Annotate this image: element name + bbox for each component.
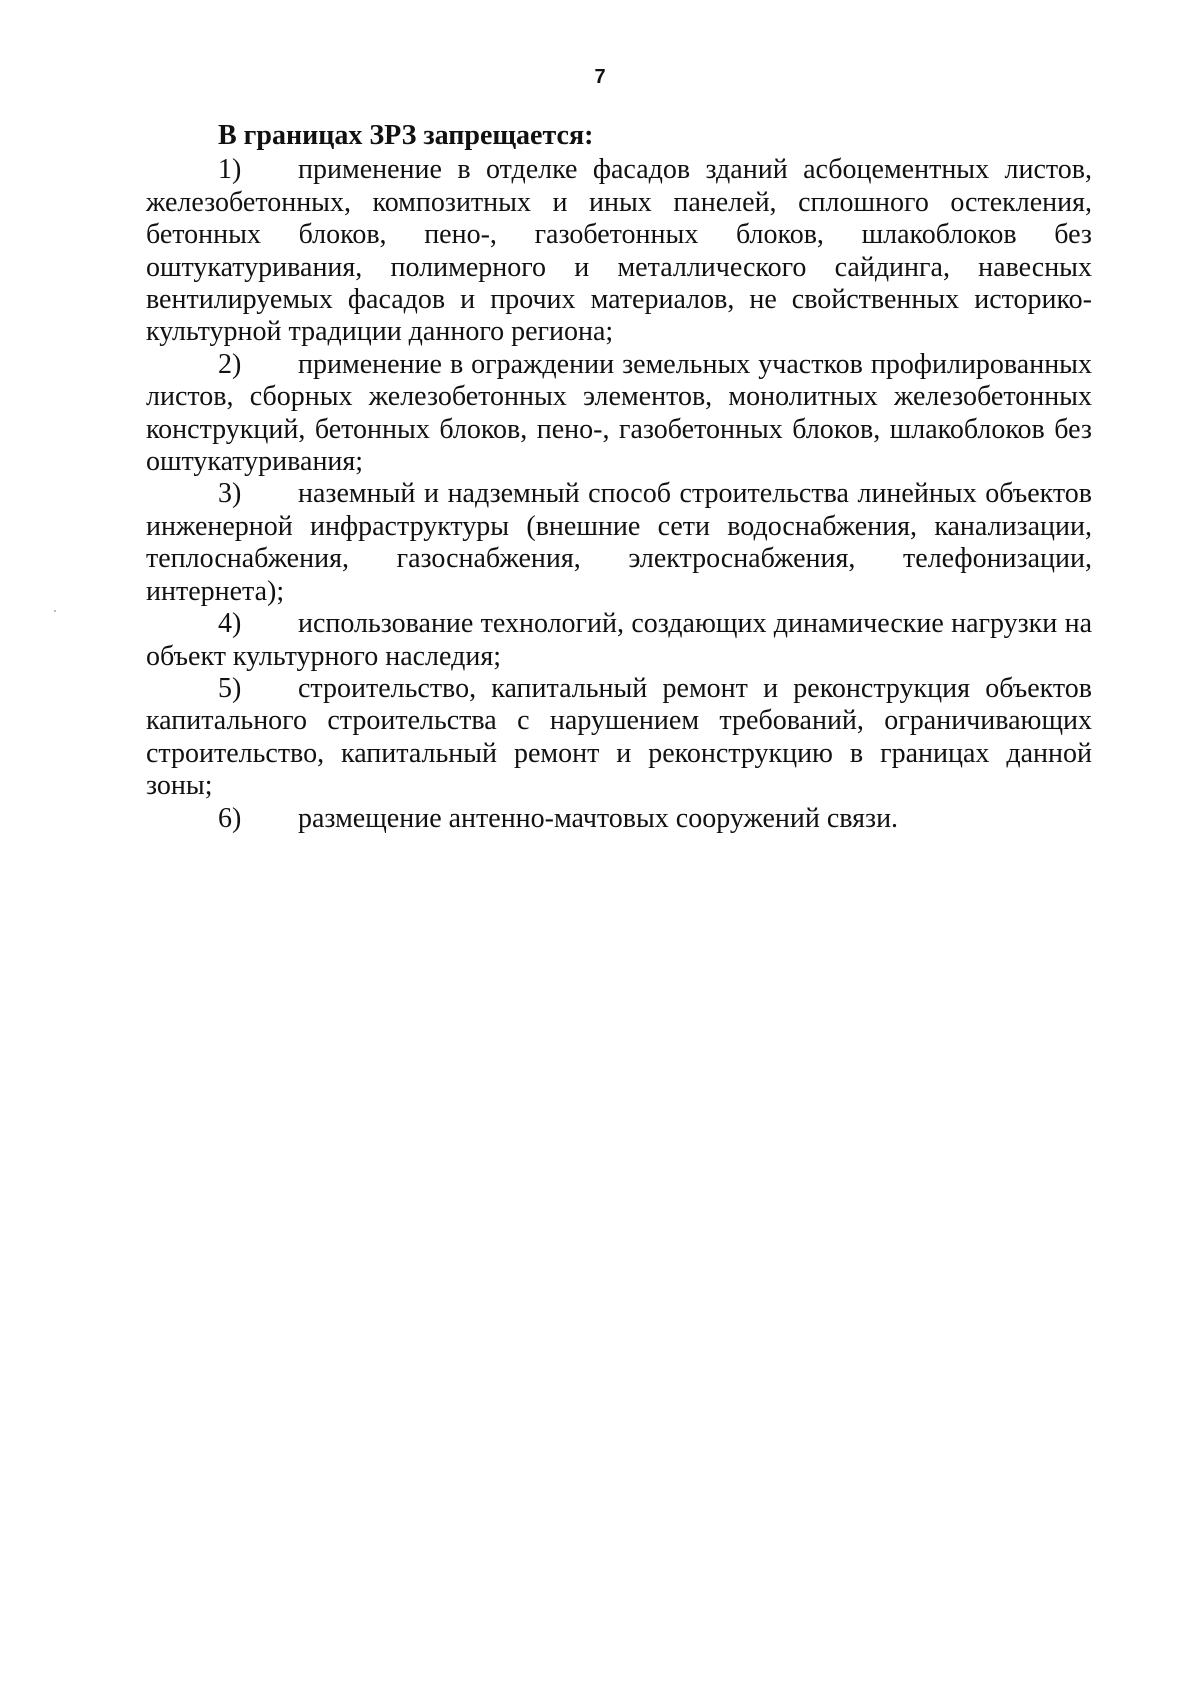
list-item-number: 6) bbox=[218, 802, 242, 834]
list-item-text: наземный и надземный способ строительства линейных объектов инженерной инфраструктуры (внешние сети водоснабжения, канализации, теплоснабжения, газоснабжения, электроснабжения, телефонизации, интернета); bbox=[146, 478, 1092, 607]
prohibitions-section bbox=[146, 120, 1092, 835]
scan-speck bbox=[54, 610, 56, 612]
list-item-number: 3) bbox=[218, 478, 242, 510]
list-item-number: 4) bbox=[218, 608, 242, 640]
page-number: 7 bbox=[594, 66, 606, 88]
list-item-number: 1) bbox=[218, 154, 242, 186]
section-heading: В границах ЗРЗ запрещается: bbox=[218, 120, 594, 151]
list-item bbox=[146, 154, 1092, 348]
list-item bbox=[146, 803, 1092, 835]
list-item bbox=[146, 608, 1092, 673]
list-item bbox=[146, 349, 1092, 479]
list-item bbox=[146, 673, 1092, 803]
list-item bbox=[146, 478, 1092, 608]
list-item-text: строительство, капитальный ремонт и реконструкция объектов капитального строительства с нарушением требований, ограничивающих строительство, капитальный ремонт и реконструкцию в границах данной зоны; bbox=[146, 672, 1092, 802]
list-item-text: размещение антенно-мачтовых сооружений связи. bbox=[298, 802, 899, 834]
list-item-text: использование технологий, создающих динамические нагрузки на объект культурного наследия; bbox=[146, 608, 1092, 672]
list-item-number: 2) bbox=[218, 348, 242, 380]
list-item-text: применение в отделке фасадов зданий асбоцементных листов, железобетонных, композитных и иных панелей, сплошного остекления, бетонных блоков, пено-, газобетонных блоков, шлакоблоков без оштукатуривания, полимерного и металлического сайдинга, навесных вентилируемых фасадов и прочих материалов, не свойственных историко-культурной традиции данного региона; bbox=[146, 154, 1092, 348]
list-item-number: 5) bbox=[218, 672, 242, 704]
list-item-text: применение в ограждении земельных участков профилированных листов, сборных железобетонных элементов, монолитных железобетонных конструкций, бетонных блоков, пено-, газобетонных блоков, шлакоблоков без оштукатуривания; bbox=[146, 348, 1092, 478]
